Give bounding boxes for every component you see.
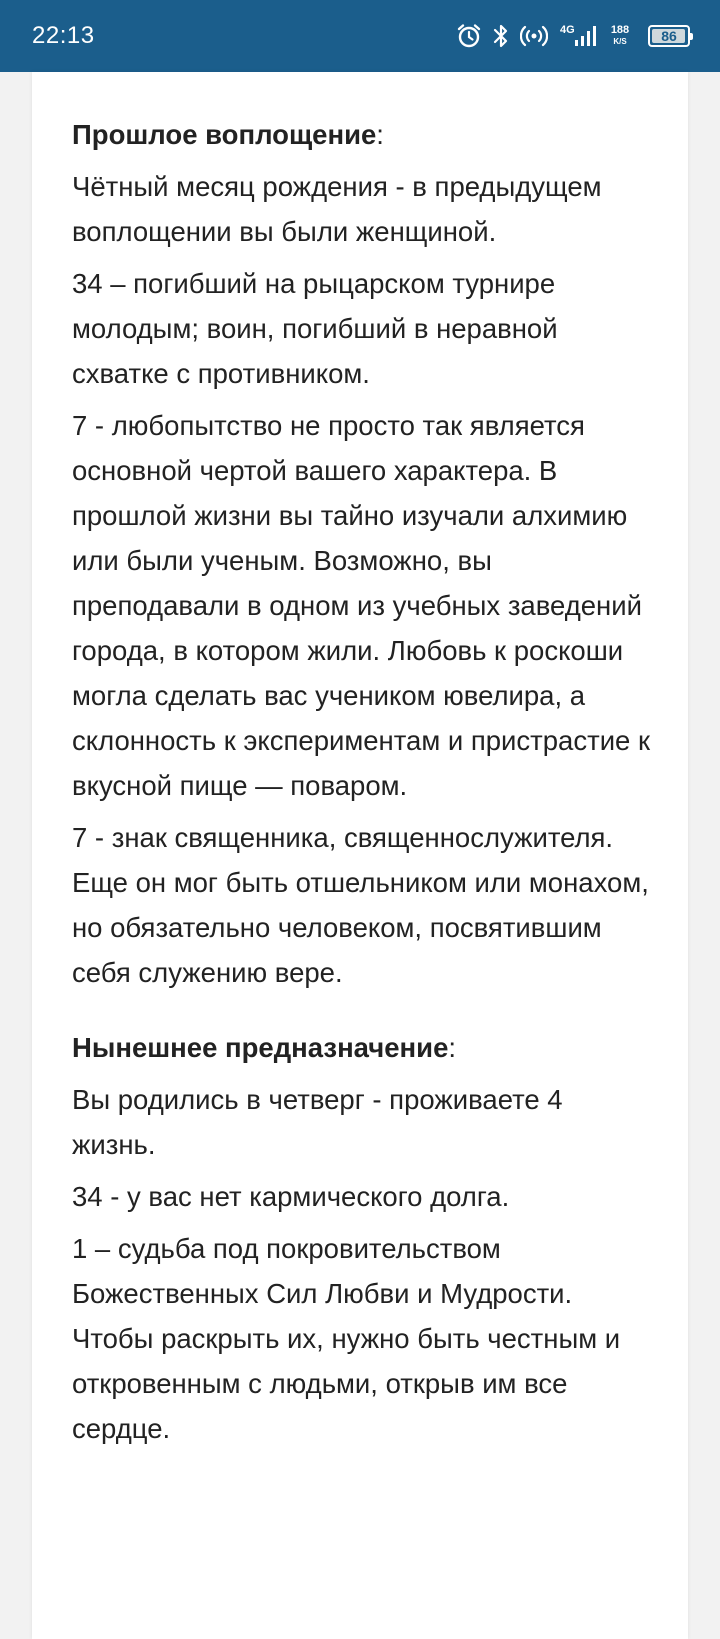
paragraph: Вы родились в четверг - проживаете 4 жизнь. — [72, 1084, 563, 1160]
network-speed — [606, 24, 634, 48]
signal-icon — [558, 21, 596, 51]
status-time: 22:13 — [32, 22, 95, 49]
paragraph: 7 - знак священника, священнослужителя. Еще он мог быть отшельником или монахом, но обязательно человеком, посвятившим себя служению вере. — [72, 822, 649, 988]
section-heading-colon: : — [376, 119, 384, 150]
section-heading-current-purpose — [72, 1025, 652, 1070]
hotspot-icon — [520, 23, 548, 49]
network-speed-unit: K/S — [613, 37, 627, 46]
article-content — [72, 112, 652, 1458]
network-speed-value: 188 — [610, 24, 630, 36]
paragraph: 34 – погибший на рыцарском турнире молодым; воин, погибший в неравной схватке с противником. — [72, 268, 558, 389]
status-icons — [456, 18, 690, 54]
network-type: 4G — [560, 24, 575, 36]
section-heading-text: Прошлое воплощение — [72, 119, 377, 150]
paragraph: 34 - у вас нет кармического долга. — [72, 1181, 510, 1212]
battery-level: 86 — [661, 28, 677, 44]
paragraph: Чётный месяц рождения - в предыдущем воплощении вы были женщиной. — [72, 171, 602, 247]
status-bar — [0, 0, 720, 72]
paragraph: 1 – судьба под покровительством Божественных Сил Любви и Мудрости. Чтобы раскрыть их, нужно быть честным и откровенным с людьми, открыв им все сердце. — [72, 1233, 621, 1444]
section-heading-colon: : — [448, 1032, 457, 1063]
paragraph: 7 - любопытство не просто так является основной чертой вашего характера. В прошлой жизни вы тайно изучали алхимию или были ученым. Возможно, вы преподавали в одном из учебных заведений города, в котором жили. Любовь к роскоши могла сделать вас учеником ювелира, а склонность к экспериментам и пристрастие к вкусной пище — поваром. — [72, 410, 651, 801]
section-heading-text: Нынешнее предназначение — [72, 1032, 449, 1063]
bluetooth-icon — [492, 23, 510, 49]
article-card — [32, 72, 688, 1639]
alarm-icon — [456, 23, 482, 49]
section-heading-past-incarnation — [72, 112, 652, 157]
battery-icon — [648, 25, 690, 47]
